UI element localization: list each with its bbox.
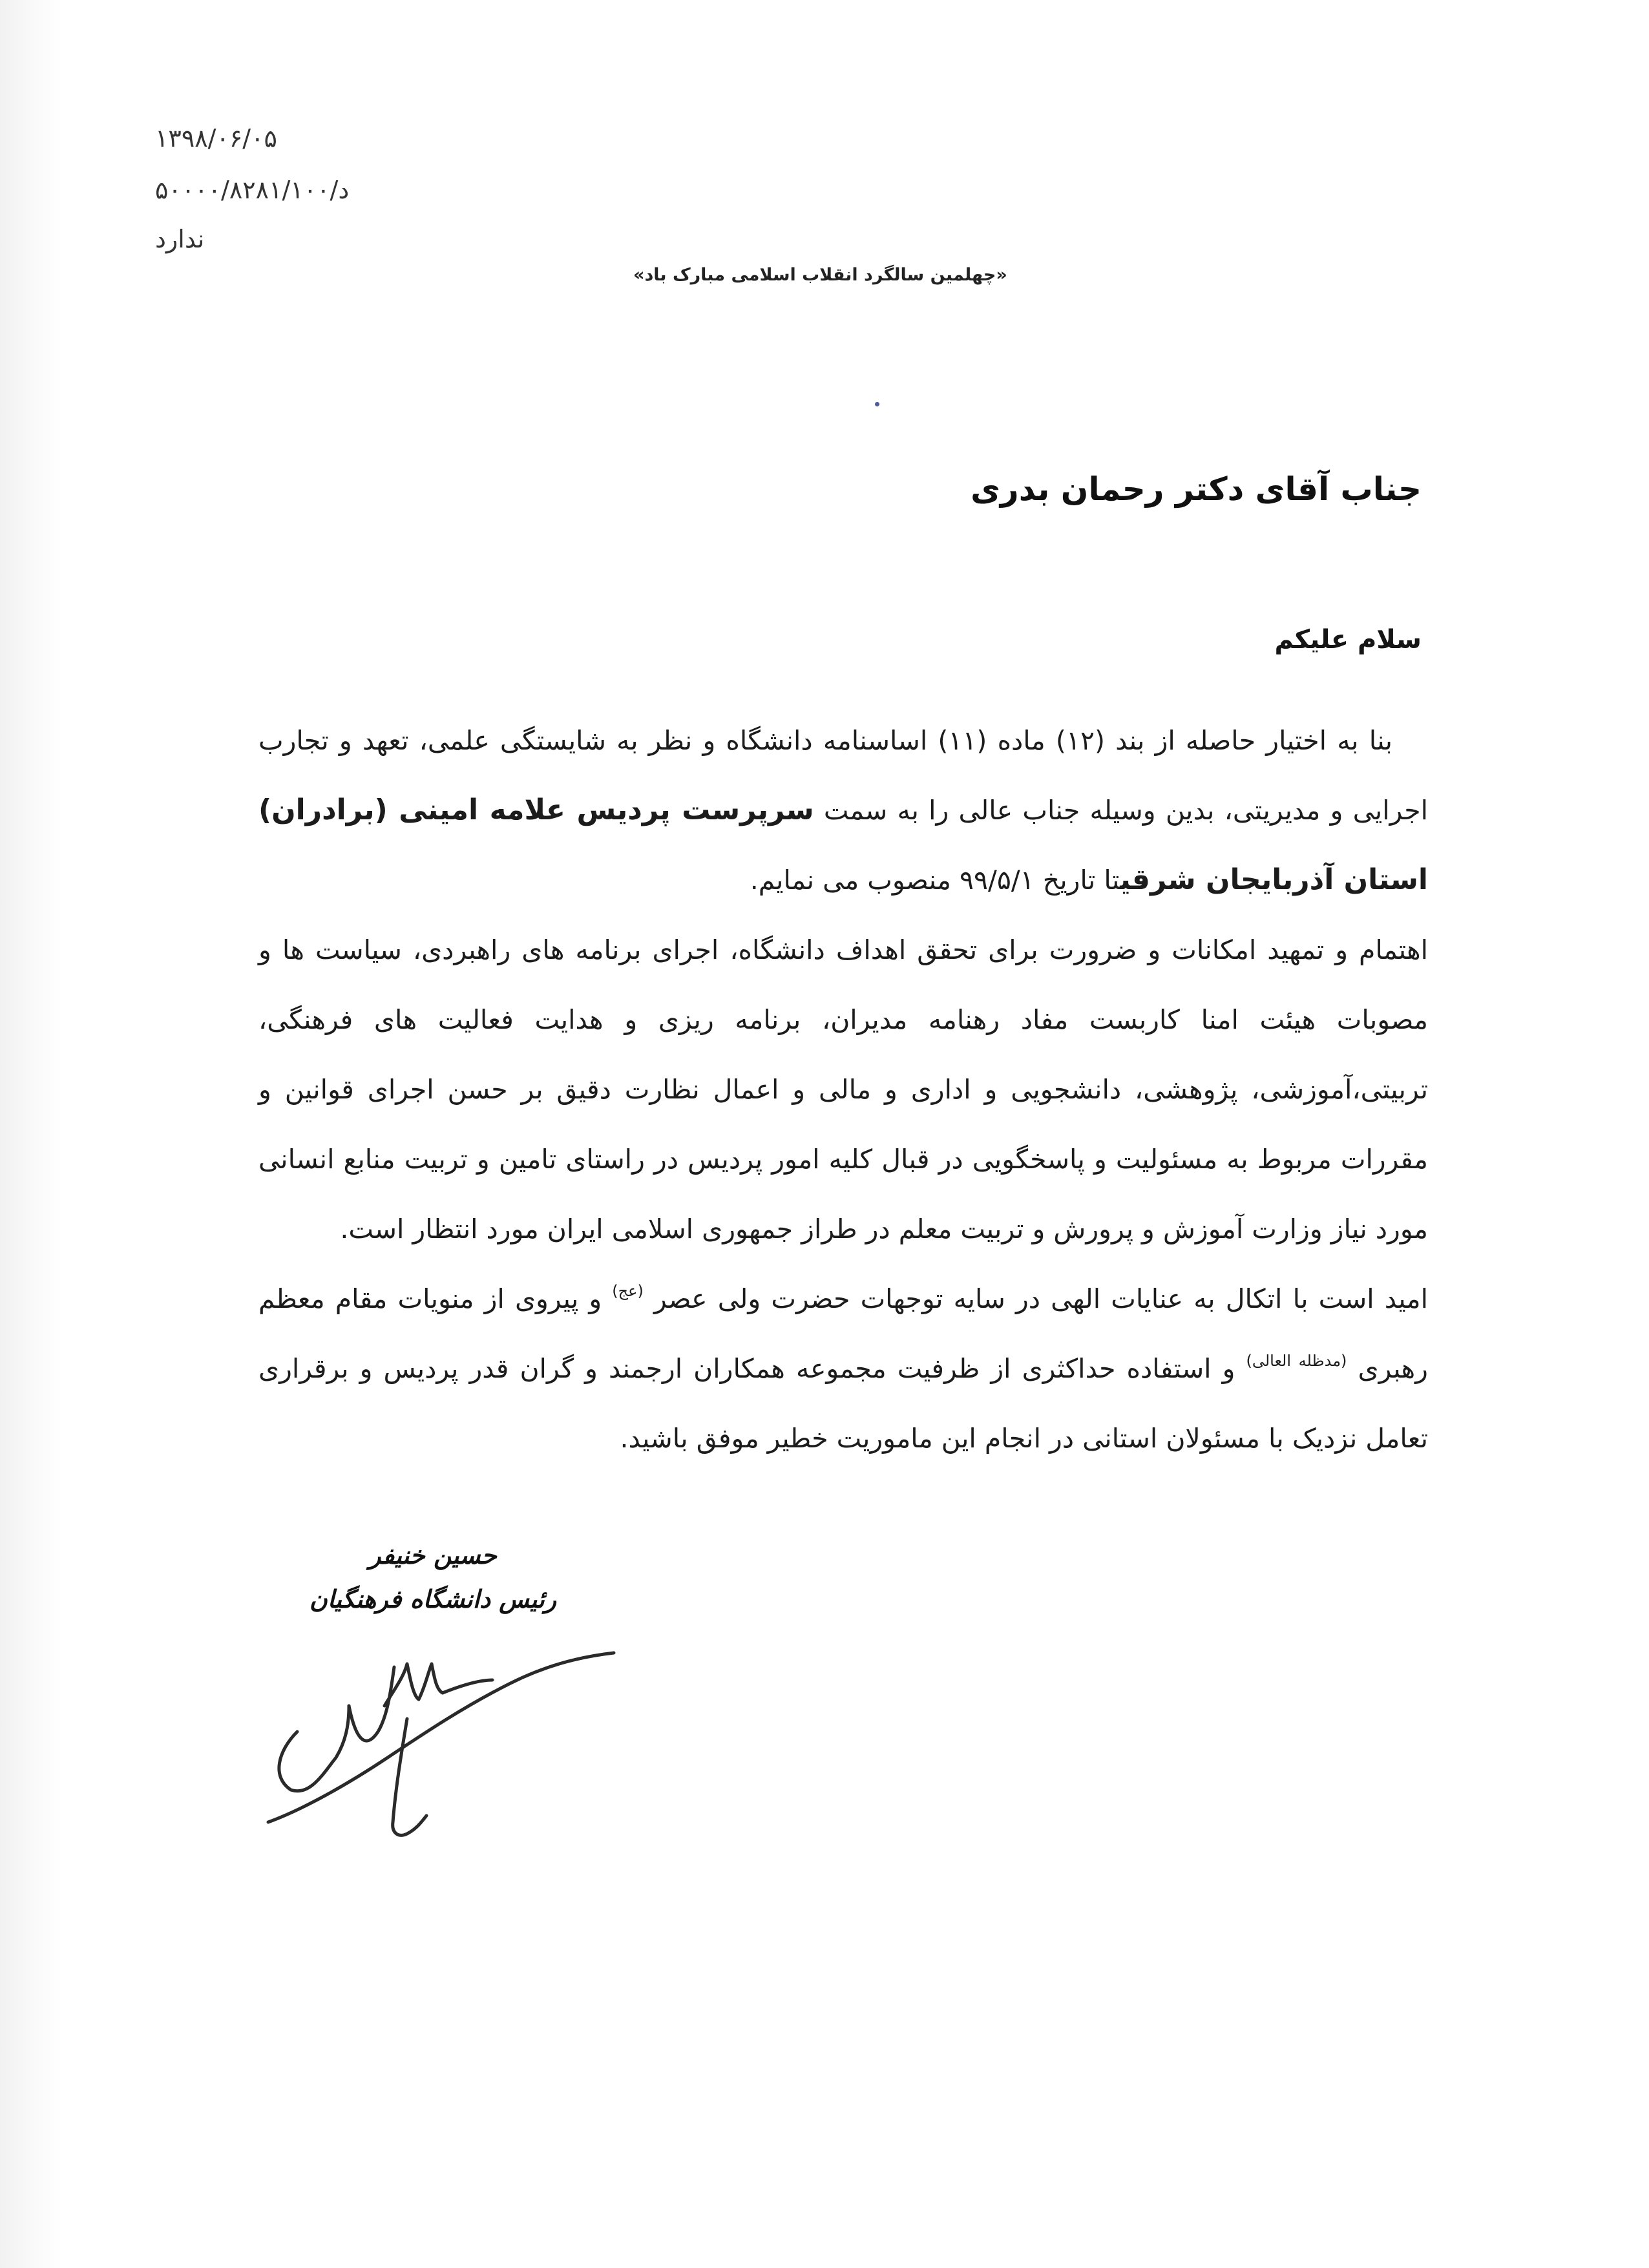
letter-attachment: ندارد <box>155 225 205 253</box>
header-motto: «چهلمین سالگرد انقلاب اسلامی مبارک باد» <box>633 265 1007 285</box>
signatory-title: رئیس دانشگاه فرهنگیان <box>309 1585 557 1613</box>
honorific-aj: (عج) <box>612 1282 644 1300</box>
handwritten-signature <box>252 1628 627 1842</box>
honorific-modazzeleh: (مدظله العالی) <box>1246 1352 1347 1370</box>
paragraph-3-text-c: و استفاده حداکثری از ظرفیت مجموعه همکاران ارجمند و گران قدر پردیس و برقراری تعامل نزدیک با مسئولان استانی در انجام این ماموریت خطیر موفق باشید. <box>258 1353 1428 1454</box>
letter-body <box>258 706 1428 1473</box>
paragraph-1-text-b: تا تاریخ ۹۹/۵/۱ منصوب می نمایم. <box>750 865 1120 896</box>
greeting: سلام علیکم <box>1274 625 1422 655</box>
appointment-position: سرپرست پردیس علامه امینی (برادران) استان آذربایجان شرقی <box>258 793 1428 896</box>
body-paragraph-3 <box>258 1264 1428 1473</box>
letter-date: ۱۳۹۸/۰۶/۰۵ <box>155 124 277 152</box>
paragraph-1-text-a: بنا به اختیار حاصله از بند (۱۲) ماده (۱۱) اساسنامه دانشگاه و نظر به شایستگی علمی، تعهد و تجارب اجرایی و مدیریتی، بدین وسیله جناب عالی را به سمت <box>258 725 1428 826</box>
signatory-name: حسین خنیفر <box>369 1541 497 1570</box>
paragraph-3-text-a: امید است با اتکال به عنایات الهی در سایه توجهات حضرت ولی عصر <box>643 1283 1428 1314</box>
body-paragraph-1 <box>258 706 1428 915</box>
body-paragraph-2: اهتمام و تمهید امکانات و ضرورت برای تحقق اهداف دانشگاه، اجرای برنامه های راهبردی، سیاست ها و مصوبات هیئت امنا کاربست مفاد رهنامه مدیران، برنامه ریزی و هدایت فعالیت های فرهنگی، تربیتی،آموزشی، پژوهشی، دانشجویی و اداری و مالی و اعمال نظارت دقیق بر حسن اجرای قوانین و مقررات مربوط به مسئولیت و پاسخگویی در قبال کلیه امور پردیس در راستای تامین و تربیت منابع انسانی مورد نیاز وزارت آموزش و پرورش و تربیت معلم در طراز جمهوری اسلامی ایران مورد انتظار است. <box>258 934 1428 1244</box>
paragraph-3-text-b: و پیروی از منویات مقام معظم رهبری <box>258 1283 1428 1384</box>
scan-edge-shadow <box>0 0 61 2268</box>
addressee: جناب آقای دکتر رحمان بدری <box>971 470 1422 508</box>
ink-dot <box>875 402 879 406</box>
letter-number: د/۵۰۰۰۰/۸۲۸۱/۱۰۰ <box>155 176 350 204</box>
